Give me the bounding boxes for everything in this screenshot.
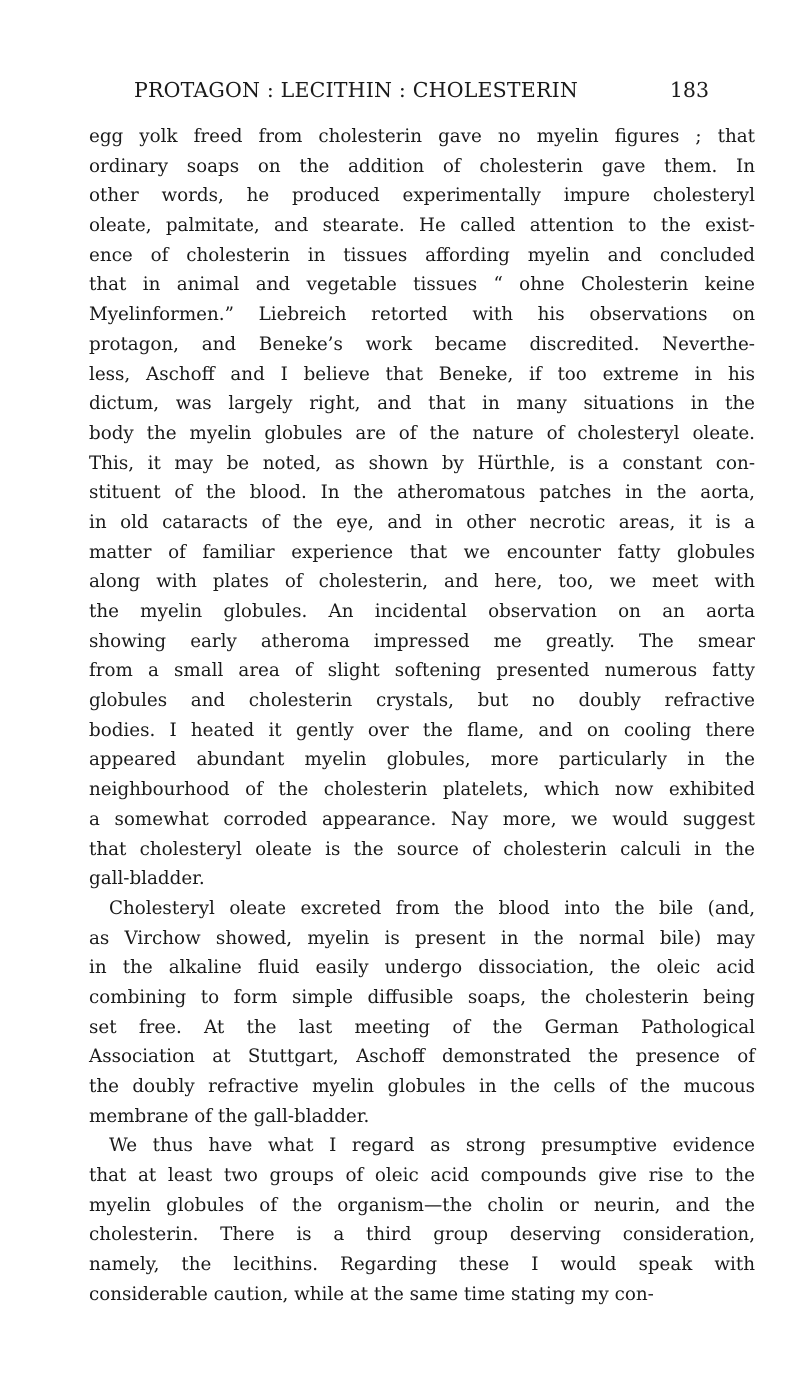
- text-line: other words, he produced experimentally impure cholesteryl: [89, 185, 755, 207]
- text-line: Myelinformen.” Liebreich retorted with his observations on: [89, 304, 755, 326]
- text-line: oleate, palmitate, and stearate. He called attention to the exist-: [89, 215, 755, 237]
- text-line: along with plates of cholesterin, and here, too, we meet with: [89, 571, 755, 593]
- text-line: in old cataracts of the eye, and in other necrotic areas, it is a: [89, 511, 755, 533]
- chapter-title: PROTAGON : LECITHIN : CHOLESTERIN: [134, 78, 579, 102]
- text-line: considerable caution, while at the same time stating my con-: [89, 1283, 654, 1305]
- text-line: matter of familiar experience that we encounter fatty globules: [89, 541, 755, 563]
- paragraph: [89, 122, 755, 894]
- paragraph: [89, 894, 755, 1132]
- text-line: in the alkaline fluid easily undergo dissociation, the oleic acid: [89, 957, 755, 979]
- text-line: Association at Stuttgart, Aschoff demonstrated the presence of: [89, 1046, 755, 1068]
- text-line: the myelin globules. An incidental observation on an aorta: [89, 601, 755, 622]
- text-line: a somewhat corroded appearance. Nay more, we would suggest: [89, 808, 755, 830]
- page-number: 183: [669, 78, 709, 102]
- running-head: [134, 78, 711, 118]
- text-line: stituent of the blood. In the atheromatous patches in the aorta,: [89, 482, 755, 504]
- text-line: less, Aschoff and I believe that Beneke, if too extreme in his: [89, 363, 755, 385]
- text-line: as Virchow showed, myelin is present in the normal bile) may: [89, 927, 755, 949]
- text-line: neighbourhood of the cholesterin platelets, which now exhibited: [89, 779, 755, 801]
- text-line: This, it may be noted, as shown by Hürthle, is a constant con-: [89, 452, 755, 474]
- text-line: showing early atheroma impressed me greatly. The smear: [89, 630, 755, 652]
- text-line: appeared abundant myelin globules, more particularly in the: [89, 749, 755, 771]
- text-line: set free. At the last meeting of the German Pathological: [89, 1016, 755, 1038]
- text-line: that at least two groups of oleic acid compounds give rise to the: [89, 1165, 755, 1187]
- text-line: that cholesteryl oleate is the source of cholesterin calculi in the: [89, 838, 755, 860]
- text-line: combining to form simple diffusible soaps, the cholesterin being: [89, 986, 755, 1008]
- text-line: from a small area of slight softening presented numerous fatty: [89, 660, 755, 682]
- text-line: the doubly refractive myelin globules in the cells of the mucous: [89, 1076, 755, 1097]
- text-line: that in animal and vegetable tissues “ ohne Cholesterin keine: [89, 274, 755, 296]
- text-line: membrane of the gall-bladder.: [89, 1105, 370, 1127]
- text-line: myelin globules of the organism—the cholin or neurin, and the: [89, 1194, 755, 1216]
- book-page: [89, 78, 755, 1305]
- text-line: protagon, and Beneke’s work became discredited. Neverthe-: [89, 333, 755, 355]
- text-line: egg yolk freed from cholesterin gave no myelin figures ; that: [89, 126, 755, 147]
- text-line: ordinary soaps on the addition of cholesterin gave them. In: [89, 155, 755, 177]
- text-line: cholesterin. There is a third group deserving consideration,: [89, 1224, 755, 1246]
- text-line: gall-bladder.: [89, 868, 205, 890]
- paragraph: [89, 1131, 755, 1309]
- text-line: dictum, was largely right, and that in many situations in the: [89, 393, 755, 415]
- text-line: globules and cholesterin crystals, but no doubly refractive: [89, 690, 755, 712]
- text-line: namely, the lecithins. Regarding these I would speak with: [89, 1254, 755, 1276]
- body-text: [89, 122, 755, 1310]
- text-line: body the myelin globules are of the nature of cholesteryl oleate.: [89, 422, 755, 444]
- text-line: We thus have what I regard as strong presumptive evidence: [109, 1135, 755, 1157]
- text-line: ence of cholesterin in tissues affording myelin and concluded: [89, 244, 755, 266]
- text-line: Cholesteryl oleate excreted from the blood into the bile (and,: [109, 897, 755, 919]
- text-line: bodies. I heated it gently over the flame, and on cooling there: [89, 719, 755, 741]
